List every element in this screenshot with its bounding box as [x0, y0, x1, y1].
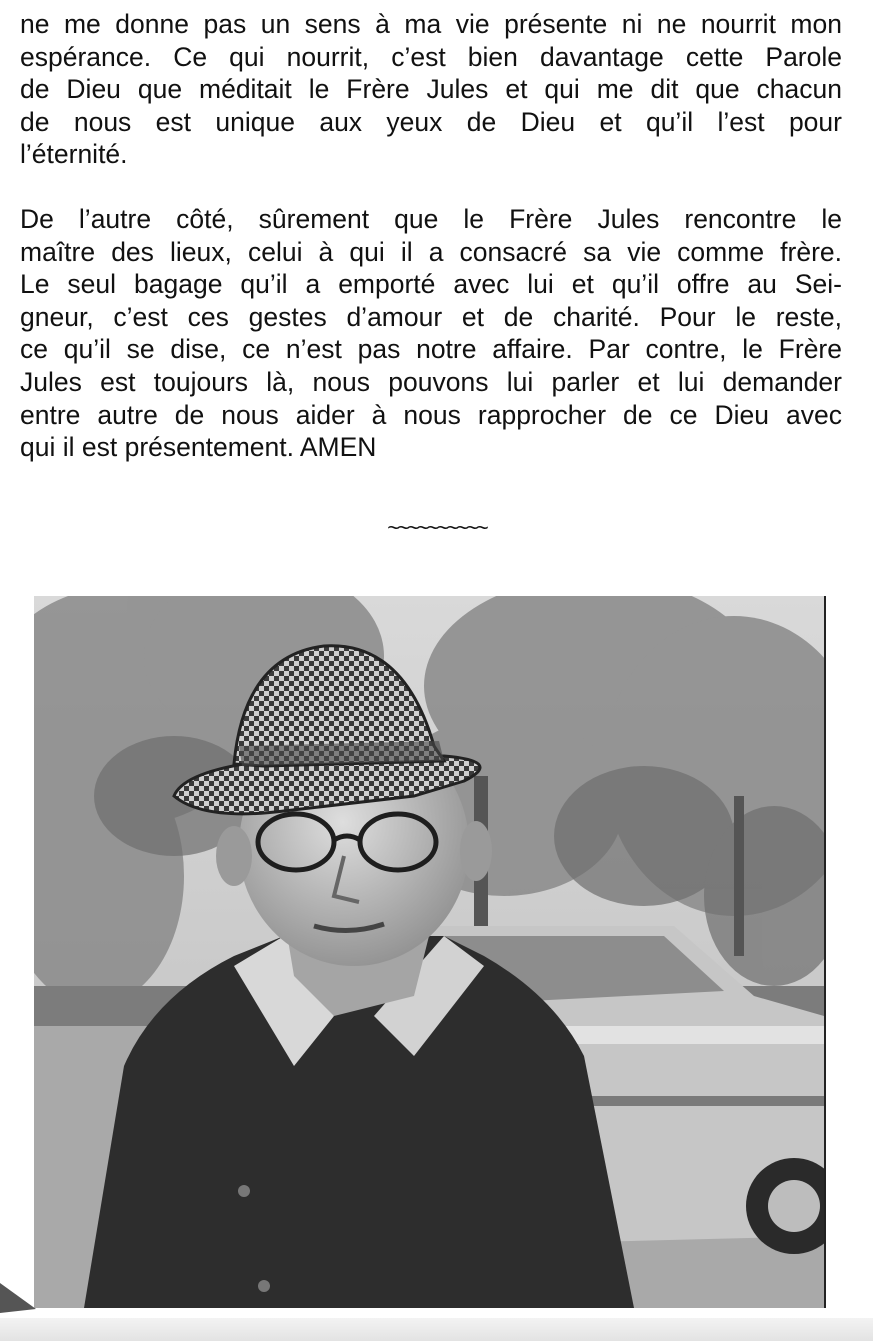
text-line: de nous est unique aux yeux de Dieu et qu’il l’est pour [20, 106, 842, 137]
text-line: l’éternité. [20, 139, 128, 170]
text-line: ne me donne pas un sens à ma vie présente ni ne nourrit mon [20, 9, 842, 39]
text-line: ce qu’il se dise, ce n’est pas notre affaire. Par contre, le Frère [20, 334, 842, 365]
text-line: entre autre de nous aider à nous rapprocher de ce Dieu avec [20, 399, 842, 430]
text-line: De l’autre côté, sûrement que le Frère Jules rencontre le [20, 203, 842, 234]
scan-edge [0, 1318, 873, 1341]
text-line: espérance. Ce qui nourrit, c’est bien davantage cette Parole [20, 41, 842, 72]
text-line: de Dieu que méditait le Frère Jules et qui me dit que chacun [20, 74, 842, 105]
portrait-photo [34, 596, 826, 1308]
photo-drawing [34, 596, 824, 1308]
text-line: gneur, c’est ces gestes d’amour et de charité. Pour le reste, [20, 301, 842, 332]
text-line: maître des lieux, celui à qui il a consacré sa vie comme frère. [20, 236, 842, 267]
paragraph-2 [20, 203, 842, 464]
text-line: Le seul bagage qu’il a emporté avec lui et qu’il offre au Sei- [20, 269, 842, 300]
scan-corner-mark [0, 1283, 40, 1313]
text-line: qui il est présentement. AMEN [20, 432, 377, 463]
text-line: Jules est toujours là, nous pouvons lui parler et lui demander [20, 366, 842, 397]
paragraph-1 [20, 8, 842, 171]
body-text [20, 8, 842, 464]
tilde-separator: ~~~~~~~~~~ [387, 515, 486, 540]
